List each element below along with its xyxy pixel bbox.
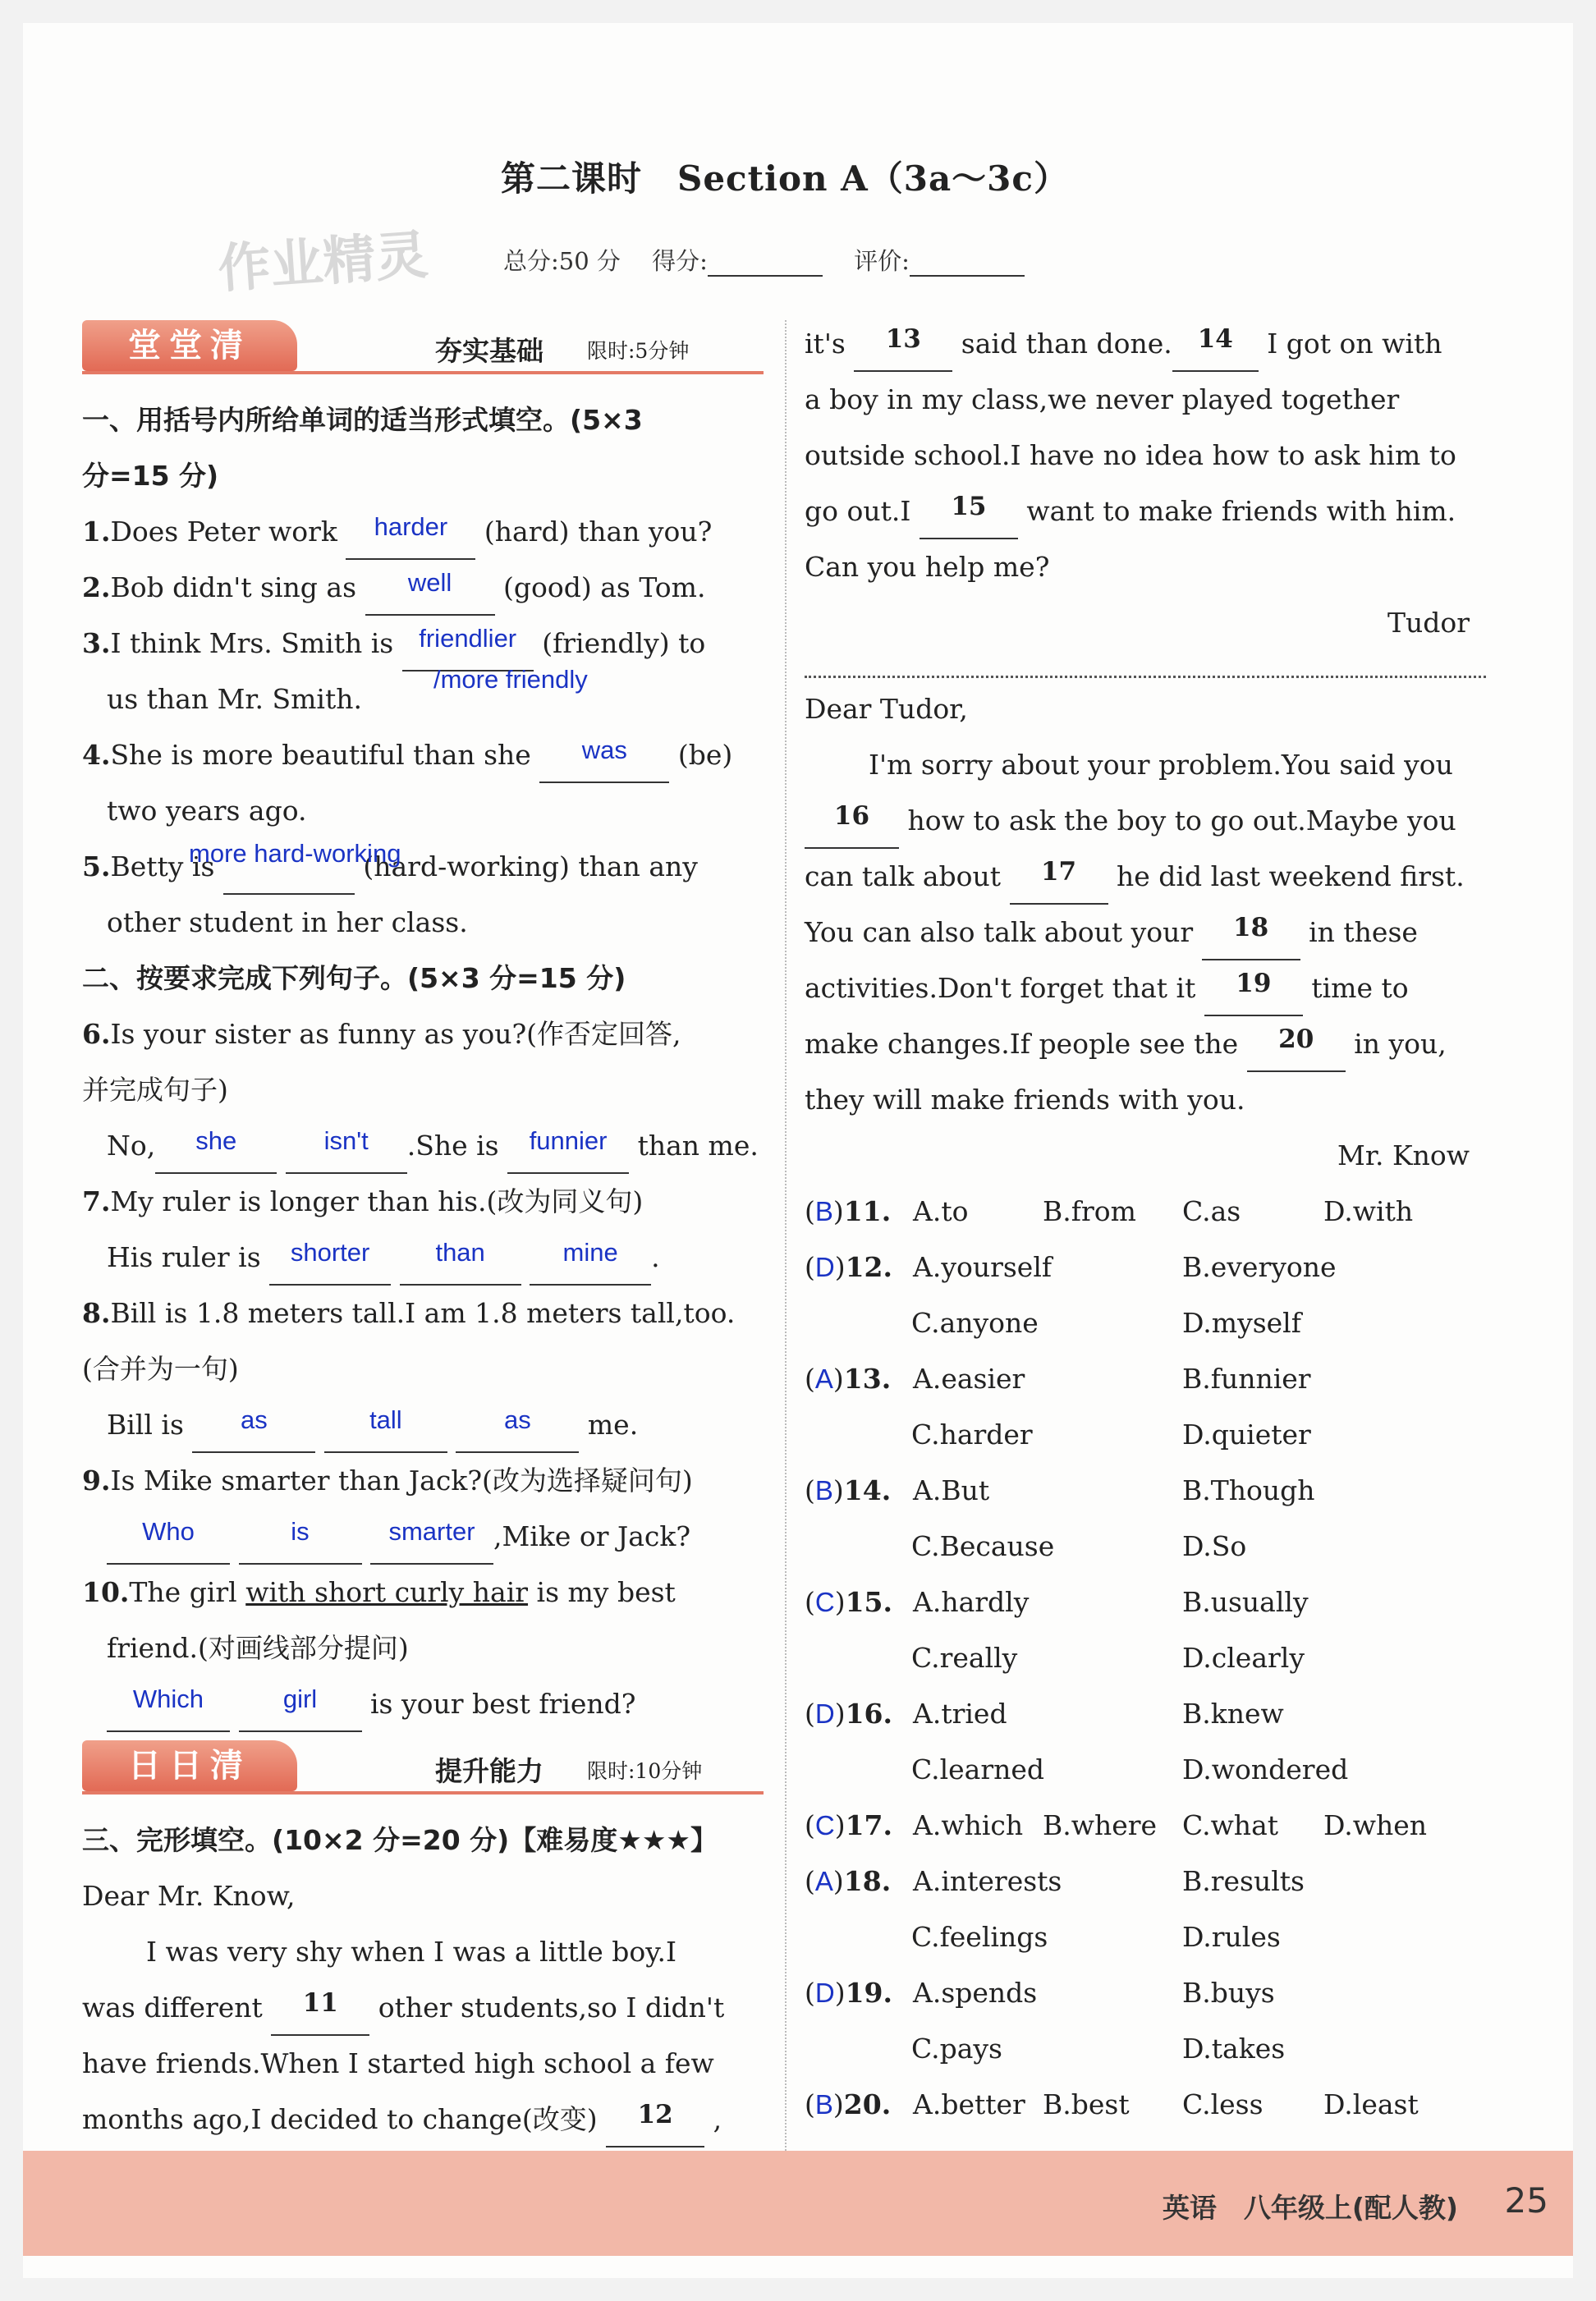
choice-question — [805, 1798, 1486, 1854]
time-limit: 限时:10分钟 — [587, 1759, 703, 1783]
page-title: 第二课时 Section A（3a～3c） — [501, 158, 1069, 199]
choice-option[interactable]: B.usually — [1182, 1586, 1309, 1618]
choice-option[interactable]: B.where — [1043, 1809, 1158, 1841]
answer-blank[interactable]: as — [456, 1417, 579, 1453]
choice-option[interactable]: A.interests — [913, 1865, 1062, 1897]
column-divider — [785, 320, 787, 2151]
section-label: 夯实基础 — [435, 335, 543, 367]
answer-blank[interactable]: smarter — [370, 1529, 493, 1565]
part3-title: 三、完形填空。(10×2 分=20 分)【难易度★★★】 — [82, 1824, 718, 1856]
letter1-line: months ago,I decided to change(改变) 12 , — [82, 2092, 764, 2147]
letter1-greeting: Dear Mr. Know, — [82, 1880, 296, 1912]
choice-option[interactable]: B.best — [1043, 2088, 1130, 2120]
answer-blank[interactable]: Which — [107, 1696, 230, 1732]
answer-blank[interactable]: isn't — [286, 1138, 407, 1174]
letter1-line: a boy in my class,we never played together — [805, 383, 1400, 415]
question-6-answer: No, she isn't .She is funnier than me. — [82, 1118, 764, 1174]
question-5: 5.Betty is (hard-working) than any more hard-working — [82, 839, 764, 895]
choice-option[interactable]: C.learned — [911, 1753, 1045, 1785]
choice-option[interactable]: A.hardly — [913, 1586, 1030, 1618]
answer-paren[interactable]: (C)17. — [805, 1809, 893, 1841]
question-8-answer: Bill is as tall as me. — [82, 1397, 764, 1453]
letter2-line: make changes.If people see the 20 in you, — [805, 1016, 1486, 1072]
section-tag: 日日清 — [82, 1740, 297, 1791]
choice-question-row2 — [805, 1295, 1486, 1351]
question-4: 4.She is more beautiful than she was (be) — [82, 727, 764, 783]
section-banner-2 — [82, 1740, 764, 1795]
answer-paren[interactable]: (D)19. — [805, 1977, 893, 2009]
question-2: 2.Bob didn't sing as well (good) as Tom. — [82, 560, 764, 616]
choice-option[interactable]: D.clearly — [1182, 1642, 1305, 1674]
choice-option[interactable]: A.better — [913, 2088, 1025, 2120]
letter2-line: can talk about 17 he did last weekend first. — [805, 849, 1486, 905]
letter1-line: I was very shy when I was a little boy.I — [146, 1936, 677, 1968]
choice-option[interactable]: C.Because — [911, 1530, 1055, 1562]
page-number: 25 — [1504, 2180, 1548, 2221]
cloze-blank-14[interactable]: 14 — [1172, 336, 1259, 372]
answer-blank[interactable]: friendlier — [402, 635, 534, 672]
choice-option[interactable]: B.results — [1182, 1865, 1305, 1897]
section-tag: 堂堂清 — [82, 320, 297, 371]
choice-option[interactable]: A.But — [913, 1474, 990, 1506]
cloze-blank-11[interactable]: 11 — [271, 2000, 369, 2036]
question-6: 6.Is your sister as funny as you?(作否定回答, — [82, 1018, 681, 1050]
choice-option[interactable]: C.really — [911, 1642, 1018, 1674]
score-line — [503, 243, 1025, 277]
answer-paren[interactable]: (D)12. — [805, 1251, 893, 1283]
choice-option[interactable]: D.So — [1182, 1530, 1247, 1562]
answer-paren[interactable]: (A)18. — [805, 1865, 892, 1897]
question-9-answer: Who is smarter ,Mike or Jack? — [82, 1509, 764, 1565]
footer-subject: 英语 八年级上(配人教) — [1162, 2192, 1458, 2224]
question-10: 10.The girl with short curly hair is my best — [82, 1576, 676, 1608]
choice-option[interactable]: A.to — [913, 1195, 969, 1227]
banner-rule — [82, 371, 764, 374]
answer-paren[interactable]: (A)13. — [805, 1363, 892, 1395]
question-3-cont: us than Mr. Smith. — [107, 683, 362, 715]
choice-option[interactable]: B.buys — [1182, 1977, 1275, 2009]
choice-option[interactable]: D.least — [1323, 2088, 1419, 2120]
letter2-line: You can also talk about your 18 in these — [805, 905, 1486, 960]
question-8-cont: (合并为一句) — [82, 1353, 239, 1385]
question-4-cont: two years ago. — [107, 795, 307, 827]
total-score: 总分:50 分 — [503, 247, 621, 275]
answer-blank[interactable]: is — [239, 1529, 362, 1565]
choice-question — [805, 1184, 1486, 1240]
choice-option[interactable]: C.pays — [911, 2033, 1002, 2065]
right-column — [805, 316, 1486, 2133]
choice-option[interactable]: D.with — [1323, 1195, 1414, 1227]
choice-option[interactable]: C.harder — [911, 1419, 1033, 1451]
choice-option[interactable]: B.everyone — [1182, 1251, 1337, 1283]
choice-question-row2 — [805, 1909, 1486, 1965]
choice-option[interactable]: C.feelings — [911, 1921, 1048, 1953]
question-10-answer: Which girl is your best friend? — [82, 1676, 764, 1732]
choice-option[interactable]: C.anyone — [911, 1307, 1039, 1339]
choice-question — [805, 2077, 1486, 2133]
choice-option[interactable]: B.Though — [1182, 1474, 1315, 1506]
choice-question-row2 — [805, 1519, 1486, 1574]
choice-option[interactable]: A.which — [913, 1809, 1024, 1841]
score-label: 得分: — [652, 247, 708, 275]
choice-question-row2 — [805, 1742, 1486, 1798]
section-label: 提升能力 — [435, 1755, 543, 1787]
question-9: 9.Is Mike smarter than Jack?(改为选择疑问句) — [82, 1464, 693, 1497]
part2-title: 二、按要求完成下列句子。(5×3 分=15 分) — [82, 962, 626, 994]
choice-question — [805, 1240, 1486, 1295]
answer-blank[interactable]: funnier — [507, 1138, 629, 1174]
choice-option[interactable]: B.funnier — [1182, 1363, 1311, 1395]
page-footer — [23, 2151, 1573, 2256]
choice-question — [805, 1965, 1486, 2021]
choice-option[interactable]: A.easier — [913, 1363, 1025, 1395]
letter2-line: activities.Don't forget that it 19 time to — [805, 960, 1486, 1016]
question-6-cont: 并完成句子) — [82, 1074, 228, 1106]
answer-blank[interactable]: tall — [324, 1417, 447, 1453]
watermark-logo: 作业精灵 — [216, 225, 430, 300]
answer-paren[interactable]: (C)15. — [805, 1586, 893, 1618]
question-8: 8.Bill is 1.8 meters tall.I am 1.8 meters tall,too. — [82, 1297, 736, 1329]
question-1: 1.Does Peter work harder (hard) than you? — [82, 504, 764, 560]
choice-option[interactable]: A.spends — [913, 1977, 1038, 2009]
answer-paren[interactable]: (D)16. — [805, 1698, 893, 1730]
part1-title: 一、用括号内所给单词的适当形式填空。(5×3 — [82, 404, 643, 436]
letter2-line: 16 how to ask the boy to go out.Maybe you — [805, 793, 1486, 849]
eval-label: 评价: — [854, 247, 910, 275]
left-column — [82, 320, 764, 2147]
letter2-line: they will make friends with you. — [805, 1084, 1245, 1116]
letter1-line: have friends.When I started high school a few — [82, 2047, 714, 2079]
letter2-signature: Mr. Know — [1337, 1139, 1470, 1171]
answer-blank[interactable]: was — [539, 747, 669, 783]
answer-blank[interactable]: than — [400, 1249, 521, 1286]
choice-option[interactable]: D.wondered — [1182, 1753, 1349, 1785]
choice-question-row2 — [805, 1407, 1486, 1463]
choice-question — [805, 1351, 1486, 1407]
question-7: 7.My ruler is longer than his.(改为同义句) — [82, 1185, 644, 1217]
choice-option[interactable]: C.less — [1182, 2088, 1264, 2120]
choice-question — [805, 1574, 1486, 1630]
answer-blank[interactable]: as — [192, 1417, 315, 1453]
cloze-blank-13[interactable]: 13 — [854, 336, 952, 372]
question-10-cont: friend.(对画线部分提问) — [107, 1632, 409, 1664]
answer-paren[interactable]: (B)11. — [805, 1195, 892, 1227]
answer-text: more hard-working — [189, 839, 401, 868]
answer-blank[interactable]: she — [155, 1138, 277, 1174]
cloze-blank-12[interactable]: 12 — [606, 2111, 704, 2147]
letter1-line: was different 11 other students,so I didn't — [82, 1980, 764, 2036]
answer-blank[interactable]: well — [365, 580, 495, 616]
question-3: 3.I think Mrs. Smith is friendlier (friendly) to /more friendly — [82, 616, 764, 672]
section-banner-1 — [82, 320, 764, 374]
letter1-line: go out.I 15 want to make friends with him. — [805, 484, 1486, 539]
letter2-greeting: Dear Tudor, — [805, 693, 968, 725]
underlined-phrase: with short curly hair — [245, 1576, 529, 1608]
cloze-blank-17[interactable]: 17 — [1010, 869, 1108, 905]
choice-question — [805, 1463, 1486, 1519]
eval-blank[interactable] — [910, 254, 1025, 277]
answer-blank[interactable]: Who — [107, 1529, 230, 1565]
answer-blank[interactable]: mine — [530, 1249, 651, 1286]
letter2-line: I'm sorry about your problem.You said you — [869, 749, 1453, 781]
choice-option[interactable]: D.myself — [1182, 1307, 1301, 1339]
letter1-line: outside school.I have no idea how to ask him to — [805, 439, 1456, 471]
choice-option[interactable]: D.when — [1323, 1809, 1428, 1841]
choice-option[interactable]: A.yourself — [913, 1251, 1053, 1283]
banner-rule — [82, 1791, 764, 1795]
choice-question — [805, 1686, 1486, 1742]
score-blank[interactable] — [708, 254, 823, 277]
choice-question-row2 — [805, 2021, 1486, 2077]
choice-question — [805, 1854, 1486, 1909]
answer-paren[interactable]: (B)14. — [805, 1474, 892, 1506]
choice-option[interactable]: B.from — [1043, 1195, 1136, 1227]
wavy-divider — [805, 659, 1486, 678]
choice-option[interactable]: D.rules — [1182, 1921, 1281, 1953]
answer-paren[interactable]: (B)20. — [805, 2088, 892, 2120]
choice-option[interactable]: C.as — [1182, 1195, 1241, 1227]
choice-option[interactable]: A.tried — [913, 1698, 1007, 1730]
choice-option[interactable]: C.what — [1182, 1809, 1278, 1841]
letter1-signature: Tudor — [1387, 607, 1470, 639]
time-limit: 限时:5分钟 — [587, 339, 690, 363]
cloze-blank-20[interactable]: 20 — [1247, 1036, 1346, 1072]
answer-blank[interactable]: shorter — [269, 1249, 391, 1286]
choice-list — [805, 1184, 1486, 2133]
choice-question-row2 — [805, 1630, 1486, 1686]
answer-blank[interactable]: girl — [239, 1696, 362, 1732]
part1-title-cont: 分=15 分) — [82, 460, 219, 492]
cloze-blank-16[interactable]: 16 — [805, 813, 899, 849]
question-5-cont: other student in her class. — [107, 906, 468, 938]
cloze-blank-18[interactable]: 18 — [1202, 924, 1300, 960]
letter1-line: Can you help me? — [805, 551, 1050, 583]
choice-option[interactable]: D.takes — [1182, 2033, 1286, 2065]
cloze-blank-19[interactable]: 19 — [1204, 980, 1303, 1016]
letter1-line: it's 13 said than done. 14 I got on with — [805, 316, 1486, 372]
question-7-answer: His ruler is shorter than mine . — [82, 1230, 764, 1286]
answer-blank[interactable]: harder — [346, 524, 475, 560]
choice-option[interactable]: B.knew — [1182, 1698, 1284, 1730]
choice-option[interactable]: D.quieter — [1182, 1419, 1311, 1451]
cloze-blank-15[interactable]: 15 — [920, 503, 1018, 539]
alt-answer: /more friendly — [433, 665, 588, 694]
